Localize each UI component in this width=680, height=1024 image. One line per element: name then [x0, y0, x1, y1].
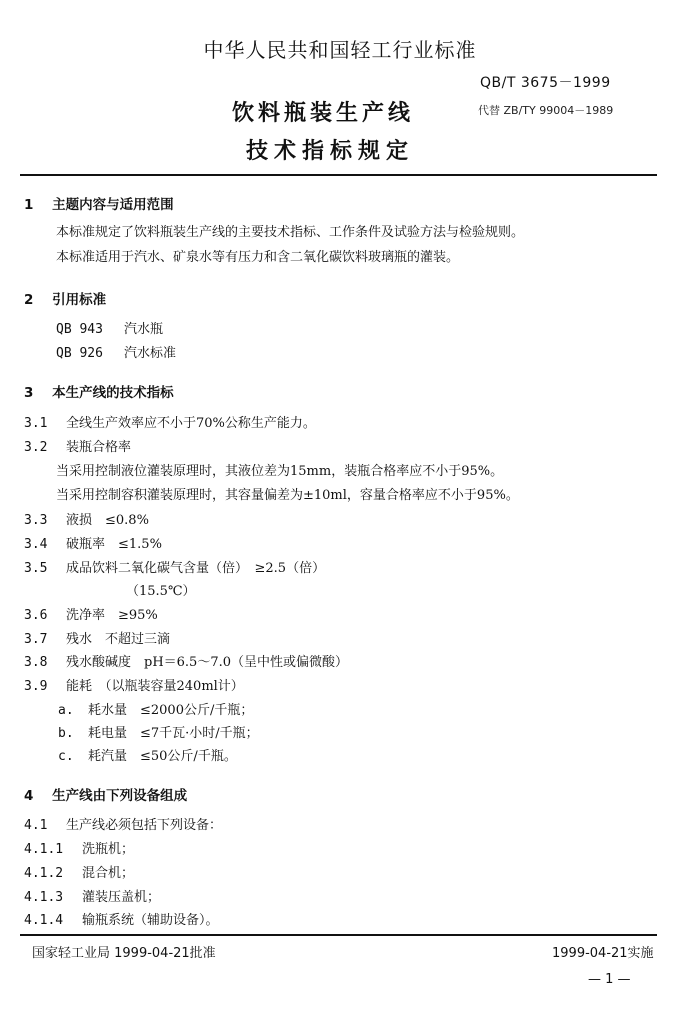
- clause: [24, 628, 170, 647]
- clause-text: 当采用控制液位灌装原理时，其液位差为15mm，装瓶合格率应不小于95%。: [56, 464, 504, 479]
- section-title: 引用标准: [52, 292, 107, 308]
- clause-text: 成品饮料二氧化碳气含量（倍） ≥2.5（倍）: [66, 561, 326, 576]
- page-number: — 1 —: [588, 972, 631, 987]
- reference-name: 汽水瓶: [124, 322, 164, 337]
- clause-number: 3.9: [24, 679, 48, 694]
- section-title: 主题内容与适用范围: [52, 197, 174, 213]
- reference-name: 汽水标准: [124, 346, 177, 361]
- clause: [24, 651, 348, 670]
- reference-item: [56, 342, 176, 361]
- clause: [24, 675, 244, 694]
- clause-text: 当采用控制容积灌装原理时，其容量偏差为±10ml，容量合格率应不小于95%。: [56, 488, 519, 503]
- clause-number: 4.1.1: [24, 842, 64, 857]
- section-number: 2: [24, 292, 34, 308]
- doc-title-line2: 技术指标规定: [246, 139, 415, 164]
- clause: [24, 412, 316, 431]
- section-title: 生产线由下列设备组成: [52, 788, 188, 804]
- clause: [24, 886, 160, 905]
- clause-number: 3.6: [24, 608, 48, 623]
- clause-text: 耗汽量 ≤50公斤/千瓶。: [88, 749, 237, 764]
- clause-text: 混合机；: [82, 866, 135, 881]
- clause: [24, 436, 131, 455]
- clause-text: 液损 ≤0.8%: [66, 513, 149, 528]
- clause-number: 4.1: [24, 818, 48, 833]
- clause-number: 3.5: [24, 561, 48, 576]
- replaces-standard: 代替 ZB/TY 99004－1989: [478, 104, 614, 117]
- approval-note: 国家轻工业局 1999-04-21批准: [32, 946, 216, 961]
- clause-text: 能耗 （以瓶装容量240ml计）: [66, 679, 244, 694]
- paragraph: 本标准适用于汽水、矿泉水等有压力和含二氧化碳饮料玻璃瓶的灌装。: [56, 250, 460, 265]
- effective-date: 1999-04-21实施: [552, 946, 654, 961]
- reference-code: QB 943: [56, 322, 103, 337]
- clause-number: 3.7: [24, 632, 48, 647]
- standard-number: QB/T 3675－1999: [480, 75, 611, 91]
- clause-text: 耗水量 ≤2000公斤/千瓶；: [88, 703, 254, 718]
- reference-code: QB 926: [56, 346, 103, 361]
- sub-clause: [58, 745, 237, 764]
- clause-text: 输瓶系统（辅助设备）。: [82, 913, 219, 928]
- clause-text: 洗瓶机；: [82, 842, 135, 857]
- clause-number: 4.1.4: [24, 913, 64, 928]
- clause-text: 耗电量 ≤7千瓦·小时/千瓶；: [88, 726, 259, 741]
- paragraph: 本标准规定了饮料瓶装生产线的主要技术指标、工作条件及试验方法与检验规则。: [56, 225, 525, 240]
- clause-number: 3.4: [24, 537, 48, 552]
- clause-text: 生产线必须包括下列设备：: [66, 818, 223, 833]
- clause-number: 3.3: [24, 513, 48, 528]
- header-rule: [20, 174, 657, 176]
- clause-number: 4.1.2: [24, 866, 64, 881]
- sub-clause: [58, 722, 259, 741]
- clause-text: 残水 不超过三滴: [66, 632, 171, 647]
- clause-number: 3.1: [24, 416, 48, 431]
- doc-title-line1: 饮料瓶装生产线: [232, 101, 415, 126]
- clause-number: 4.1.3: [24, 890, 64, 905]
- clause: [24, 604, 158, 623]
- clause-text: 装瓶合格率: [66, 440, 132, 455]
- reference-item: [56, 318, 163, 337]
- section-3-heading: [24, 381, 174, 401]
- section-4-heading: [24, 784, 187, 804]
- footer-rule: [20, 934, 657, 936]
- clause: [24, 838, 134, 857]
- clause-text: （15.5℃）: [126, 584, 196, 599]
- clause: [24, 814, 222, 833]
- clause: [24, 533, 162, 552]
- clause-text: 洗净率 ≥95%: [66, 608, 158, 623]
- sub-clause: [58, 699, 253, 718]
- clause: [24, 557, 325, 576]
- section-1-heading: [24, 193, 174, 213]
- clause: [24, 862, 134, 881]
- clause: [24, 509, 149, 528]
- clause-text: 残水酸碱度 pH＝6.5～7.0（呈中性或偏微酸）: [66, 655, 349, 670]
- section-number: 4: [24, 788, 34, 804]
- org-title: 中华人民共和国轻工行业标准: [203, 38, 477, 62]
- clause-number: 3.2: [24, 440, 48, 455]
- section-number: 3: [24, 385, 34, 401]
- sub-clause-letter: b.: [58, 726, 74, 741]
- sub-clause-letter: a.: [58, 703, 74, 718]
- clause: [24, 909, 219, 928]
- sub-clause-letter: c.: [58, 749, 74, 764]
- section-number: 1: [24, 197, 34, 213]
- clause-number: 3.8: [24, 655, 48, 670]
- section-2-heading: [24, 288, 106, 308]
- section-title: 本生产线的技术指标: [52, 385, 174, 401]
- clause-text: 灌装压盖机；: [82, 890, 161, 905]
- clause-text: 全线生产效率应不小于70%公称生产能力。: [66, 416, 316, 431]
- clause-text: 破瓶率 ≤1.5%: [66, 537, 162, 552]
